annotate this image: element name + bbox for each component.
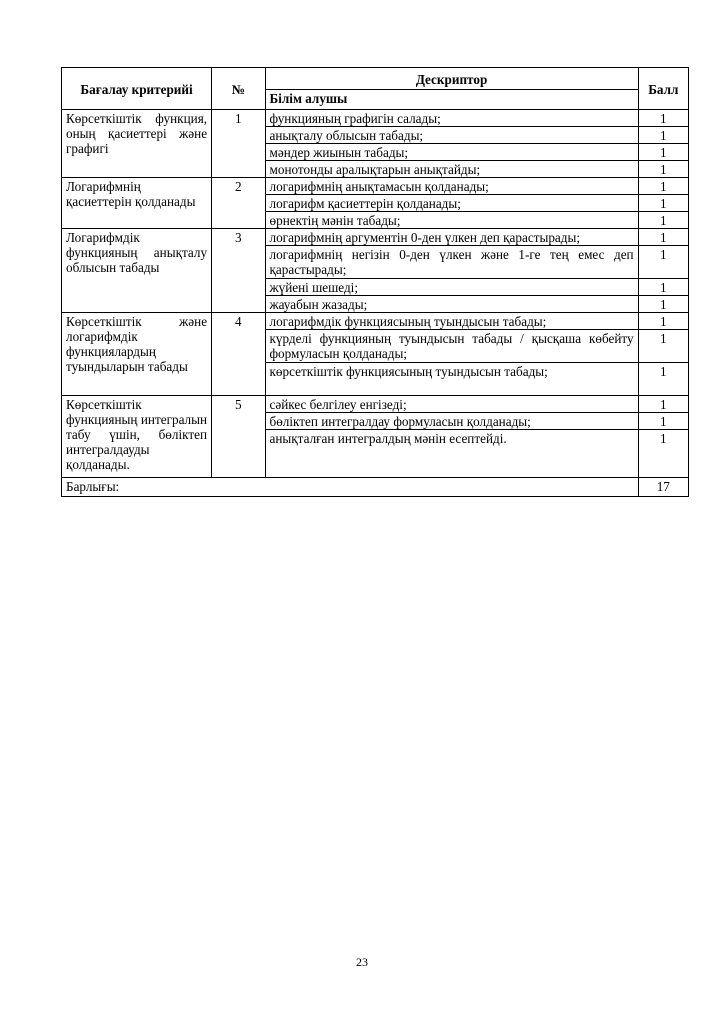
descriptor-cell: логарифмдік функциясының туындысын табады;: [265, 313, 638, 330]
header-number: №: [212, 68, 265, 110]
criterion-cell: Көрсеткіштік функцияның интегралын табу үшін, бөліктеп интегралдауды қолданады.: [62, 396, 212, 478]
number-cell: 3: [212, 229, 265, 313]
total-value: 17: [638, 478, 688, 497]
criterion-cell: Көрсеткіштік және логарифмдік функциялардың туындыларын табады: [62, 313, 212, 396]
score-cell: 1: [638, 430, 688, 478]
table-row: [62, 229, 689, 246]
score-cell: 1: [638, 413, 688, 430]
descriptor-cell: күрделі функцияның туындысын табады / қысқаша көбейту формуласын қолданады;: [265, 330, 638, 363]
header-descriptor: Дескриптор: [265, 68, 638, 90]
descriptor-cell: бөліктеп интегралдау формуласын қолданады;: [265, 413, 638, 430]
table-header-row: [62, 68, 689, 90]
score-cell: 1: [638, 246, 688, 279]
descriptor-cell: жауабын жазады;: [265, 296, 638, 313]
page-number: 23: [356, 955, 368, 969]
descriptor-cell: сәйкес белгілеу енгізеді;: [265, 396, 638, 413]
descriptor-cell: логарифм қасиеттерін қолданады;: [265, 195, 638, 212]
score-cell: 1: [638, 195, 688, 212]
assessment-rubric-table: [61, 67, 689, 497]
descriptor-cell: анықталу облысын табады;: [265, 127, 638, 144]
score-cell: 1: [638, 161, 688, 178]
header-criterion: Бағалау критерийі: [62, 68, 212, 110]
score-cell: 1: [638, 363, 688, 396]
number-cell: 2: [212, 178, 265, 229]
subheader-student: Білім алушы: [265, 90, 638, 110]
table-row: [62, 396, 689, 413]
number-cell: 4: [212, 313, 265, 396]
descriptor-cell: көрсеткіштік функциясының туындысын табады;: [265, 363, 638, 396]
descriptor-cell: мәндер жиынын табады;: [265, 144, 638, 161]
descriptor-cell: логарифмнің аргументін 0-ден үлкен деп қарастырады;: [265, 229, 638, 246]
score-cell: 1: [638, 396, 688, 413]
score-cell: 1: [638, 178, 688, 195]
descriptor-cell: логарифмнің анықтамасын қолданады;: [265, 178, 638, 195]
score-cell: 1: [638, 229, 688, 246]
number-cell: 5: [212, 396, 265, 478]
descriptor-cell: монотонды аралықтарын анықтайды;: [265, 161, 638, 178]
descriptor-cell: жүйені шешеді;: [265, 279, 638, 296]
score-cell: 1: [638, 313, 688, 330]
descriptor-cell: анықталған интегралдың мәнін есептейді.: [265, 430, 638, 478]
header-score: Балл: [638, 68, 688, 110]
number-cell: 1: [212, 110, 265, 178]
criterion-cell: Логарифмнің қасиеттерін қолданады: [62, 178, 212, 229]
total-row: [62, 478, 689, 497]
score-cell: 1: [638, 296, 688, 313]
table-row: [62, 178, 689, 195]
score-cell: 1: [638, 279, 688, 296]
criterion-cell: Көрсеткіштік функция, оның қасиеттері және графигі: [62, 110, 212, 178]
descriptor-cell: функцияның графигін салады;: [265, 110, 638, 127]
descriptor-cell: өрнектің мәнін табады;: [265, 212, 638, 229]
score-cell: 1: [638, 330, 688, 363]
score-cell: 1: [638, 110, 688, 127]
score-cell: 1: [638, 127, 688, 144]
descriptor-cell: логарифмнің негізін 0-ден үлкен және 1-ге тең емес деп қарастырады;: [265, 246, 638, 279]
score-cell: 1: [638, 212, 688, 229]
score-cell: 1: [638, 144, 688, 161]
table-row: [62, 313, 689, 330]
table-row: [62, 110, 689, 127]
total-label: Барлығы:: [62, 478, 639, 497]
criterion-cell: Логарифмдік функцияның анықталу облысын табады: [62, 229, 212, 313]
